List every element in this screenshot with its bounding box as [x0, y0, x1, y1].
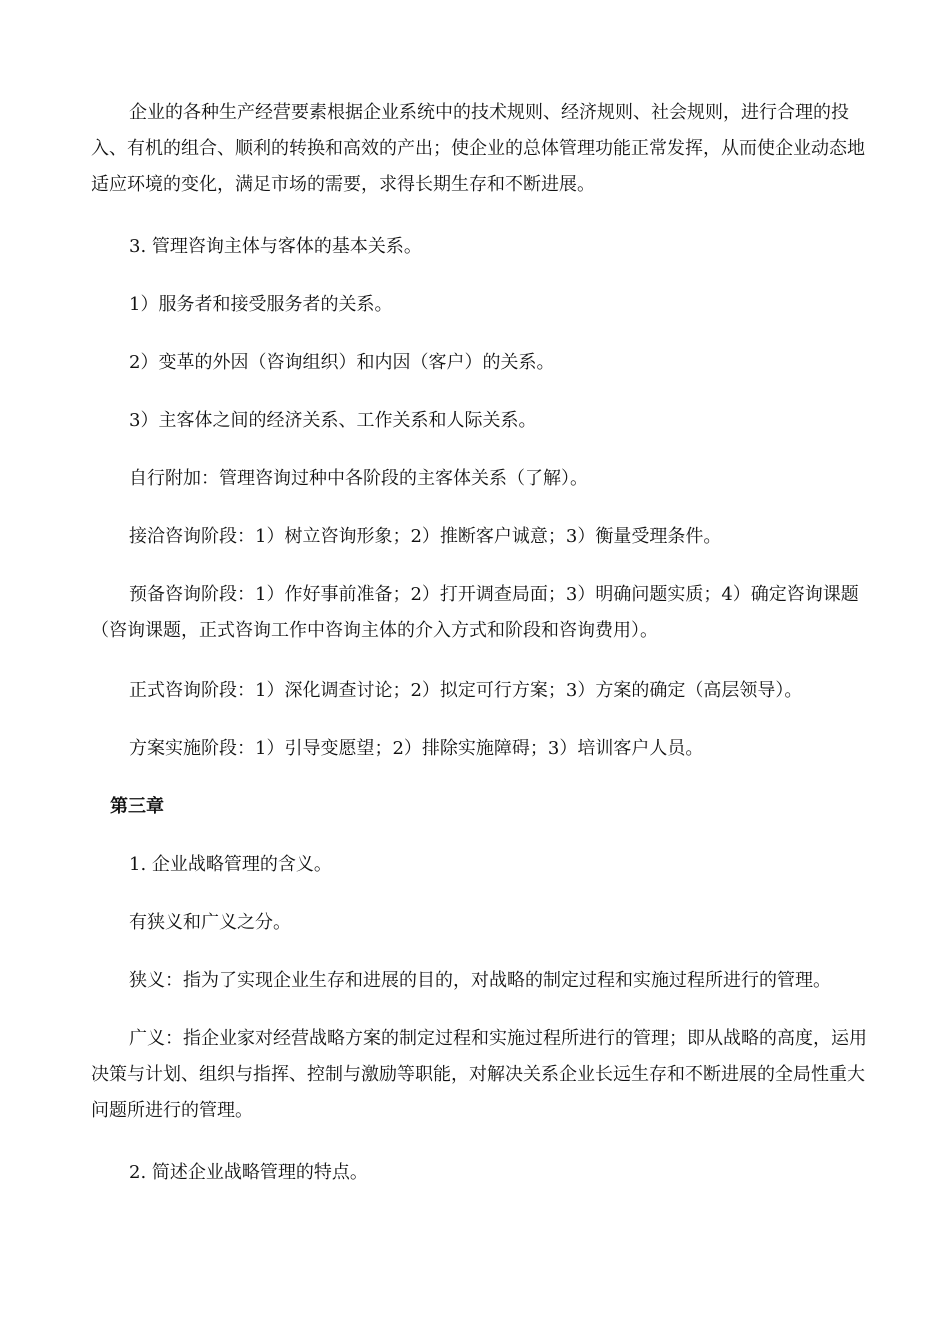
appendix-note: 自行附加：管理咨询过种中各阶段的主客体关系（了解）。	[129, 468, 588, 489]
stage-formal: 正式咨询阶段：1）深化调查讨论；2）拟定可行方案；3）方案的确定（高层领导）。	[129, 680, 803, 701]
relation-item-3: 3）主客体之间的经济关系、工作关系和人际关系。	[129, 410, 537, 431]
stage-contact: 接洽咨询阶段：1）树立咨询形象；2）推断客户诚意；3）衡量受理条件。	[129, 526, 722, 547]
broad-definition: 广义：指企业家对经营战略方案的制定过程和实施过程所进行的管理；即从战略的高度，运用决策与计划、组织与指挥、控制与激励等职能，对解决关系企业长远生存和不断进展的全局性重大问题所进行的管理。	[91, 1028, 867, 1121]
narrow-definition: 狭义：指为了实现企业生存和进展的目的，对战略的制定过程和实施过程所进行的管理。	[129, 970, 831, 991]
stage-preparation: 预备咨询阶段：1）作好事前准备；2）打开调查局面；3）明确问题实质；4）确定咨询课题（咨询课题，正式咨询工作中咨询主体的介入方式和阶段和咨询费用）。	[91, 584, 859, 641]
chapter-question-2: 2. 简述企业战略管理的特点。	[129, 1162, 368, 1183]
intro-paragraph: 企业的各种生产经营要素根据企业系统中的技术规则、经济规则、社会规则，进行合理的投入、有机的组合、顺利的转换和高效的产出；使企业的总体管理功能正常发挥，从而使企业动态地适应环境的变化，满足市场的需要，求得长期生存和不断进展。	[91, 102, 865, 195]
section-title-relations: 3. 管理咨询主体与客体的基本关系。	[129, 236, 422, 257]
stage-implementation: 方案实施阶段：1）引导变愿望；2）排除实施障碍；3）培训客户人员。	[129, 738, 704, 759]
relation-item-2: 2）变革的外因（咨询组织）和内因（客户）的关系。	[129, 352, 555, 373]
chapter-question-1: 1. 企业战略管理的含义。	[129, 854, 332, 875]
definition-intro: 有狭义和广义之分。	[129, 912, 291, 933]
relation-item-1: 1）服务者和接受服务者的关系。	[129, 294, 393, 315]
chapter-heading: 第三章	[110, 796, 164, 817]
